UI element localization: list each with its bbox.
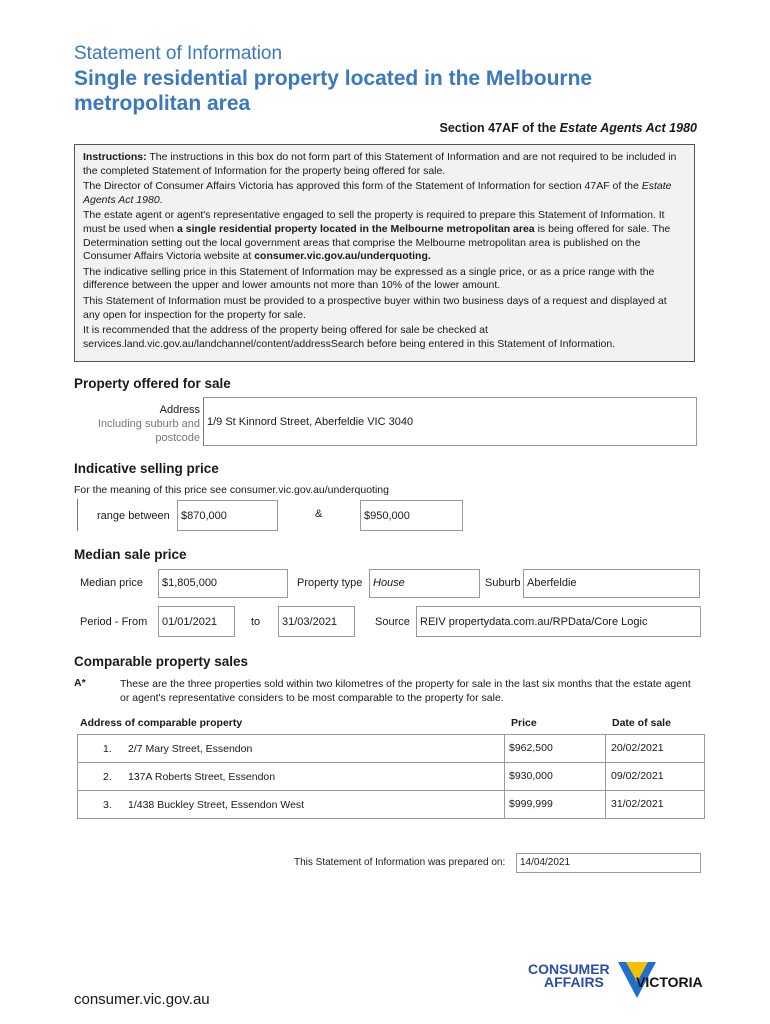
section-prefix: Section 47AF of the: [439, 121, 560, 135]
logo-victoria: VICTORIA: [636, 974, 703, 990]
prepared-date-field[interactable]: 14/04/2021: [516, 853, 701, 873]
col-address-header: Address of comparable property: [80, 717, 243, 729]
source-label: Source: [375, 616, 410, 628]
row-date: 31/02/2021: [605, 791, 664, 818]
row-price: $962,500: [504, 735, 553, 762]
instructions-p3a: The estate agent or agent's representative engaged to sell the property is required to prepare this Statement of Information. It must be used when: [83, 209, 665, 235]
range-divider: [77, 499, 78, 531]
document-subtitle: Statement of Information: [74, 43, 283, 64]
instructions-p4: The indicative selling price in this Statement of Information may be expressed as a single price, or as a price range with the difference between the upper and lower amounts not more than 10% of the lower amount.: [83, 265, 655, 292]
row-address: 2/7 Mary Street, Essendon: [128, 743, 253, 755]
address-label-line2: Including suburb and: [97, 418, 200, 430]
row-number: 1.: [103, 743, 112, 755]
period-to-label: to: [251, 616, 261, 628]
median-heading: Median sale price: [74, 547, 187, 562]
comparable-marker: A*: [74, 677, 86, 689]
median-price-field[interactable]: $1,805,000: [158, 569, 288, 598]
indicative-note: For the meaning of this price see consumer.vic.gov.au/underquoting: [74, 484, 389, 496]
address-label-line3: postcode: [155, 432, 200, 444]
instructions-p6: It is recommended that the address of the property being offered for sale be checked at services.land.vic.gov.au/landchannel/content/addressSearch before being entered in this Statement of Information.: [83, 324, 616, 350]
underquoting-link[interactable]: consumer.vic.gov.au/underquoting.: [254, 250, 431, 263]
instructions-box: [74, 144, 695, 362]
row-address: 137A Roberts Street, Essendon: [128, 771, 276, 783]
instructions-p2-act: Estate Agents Act 1980: [83, 180, 672, 206]
section-act: Estate Agents Act 1980: [559, 121, 697, 135]
instructions-p3b: is being offered for sale. The Determination setting out the local government areas that comprise the Melbourne metropolitan area is published on the Consumer Affairs Victoria website at: [83, 222, 671, 263]
instructions-p1: The instructions in this box do not form part of this Statement of Information and are not required to be included in the completed Statement of Information for the property being offered for sale.: [83, 151, 677, 177]
col-date-header: Date of sale: [612, 717, 671, 729]
document-title: Single residential property located in the Melbourne metropolitan area: [74, 67, 593, 115]
period-from-field[interactable]: 01/01/2021: [158, 606, 235, 637]
instructions-p5: This Statement of Information must be provided to a prospective buyer within two business days of a request and displayed at any open for inspection for the property for sale.: [83, 294, 667, 321]
indicative-heading: Indicative selling price: [74, 461, 219, 476]
footer-url[interactable]: consumer.vic.gov.au: [74, 991, 210, 1008]
table-row: [77, 762, 705, 791]
instructions-p2: The Director of Consumer Affairs Victoria has approved this form of the Statement of Information for section 47AF of the: [83, 180, 642, 193]
row-price: $999,999: [504, 791, 553, 818]
prepared-label: This Statement of Information was prepared on:: [294, 857, 506, 868]
comparable-intro: These are the three properties sold within two kilometres of the property for sale in the last six months that the estate agent or agent's representative considers to be most comparable to the property for sale.: [120, 678, 691, 704]
row-address: 1/438 Buckley Street, Essendon West: [128, 799, 305, 811]
range-ampersand: &: [315, 508, 323, 520]
period-from-label: Period - From: [80, 616, 148, 628]
consumer-affairs-victoria-logo: [528, 960, 708, 1000]
address-label-line1: Address: [159, 404, 200, 416]
address-field[interactable]: 1/9 St Kinnord Street, Aberfeldie VIC 3040: [203, 397, 697, 446]
period-to-field[interactable]: 31/03/2021: [278, 606, 355, 637]
median-price-label: Median price: [80, 577, 143, 589]
logo-line2: AFFAIRS: [544, 974, 604, 990]
property-type-label: Property type: [297, 577, 363, 589]
logo-line1: CONSUMER: [528, 961, 610, 977]
price-high-field[interactable]: $950,000: [360, 500, 463, 531]
property-heading: Property offered for sale: [74, 376, 231, 391]
range-label: range between: [97, 510, 170, 522]
section-reference: [440, 121, 697, 135]
col-price-header: Price: [511, 717, 537, 729]
table-row: [77, 734, 705, 763]
suburb-label: Suburb: [485, 577, 521, 589]
property-type-field[interactable]: House: [369, 569, 480, 598]
instructions-p3-bold: a single residential property located in the Melbourne metropolitan area: [176, 222, 535, 235]
suburb-field[interactable]: Aberfeldie: [523, 569, 700, 598]
instructions-label: Instructions:: [83, 151, 147, 163]
row-date: 09/02/2021: [605, 763, 664, 790]
price-low-field[interactable]: $870,000: [177, 500, 278, 531]
address-label: [60, 403, 200, 445]
row-price: $930,000: [504, 763, 553, 790]
table-row: [77, 790, 705, 819]
row-number: 3.: [103, 799, 112, 811]
source-field[interactable]: REIV propertydata.com.au/RPData/Core Logic: [416, 606, 701, 637]
instructions-p2-end: .: [159, 193, 163, 206]
row-number: 2.: [103, 771, 112, 783]
comparable-heading: Comparable property sales: [74, 654, 249, 669]
row-date: 20/02/2021: [605, 735, 664, 762]
